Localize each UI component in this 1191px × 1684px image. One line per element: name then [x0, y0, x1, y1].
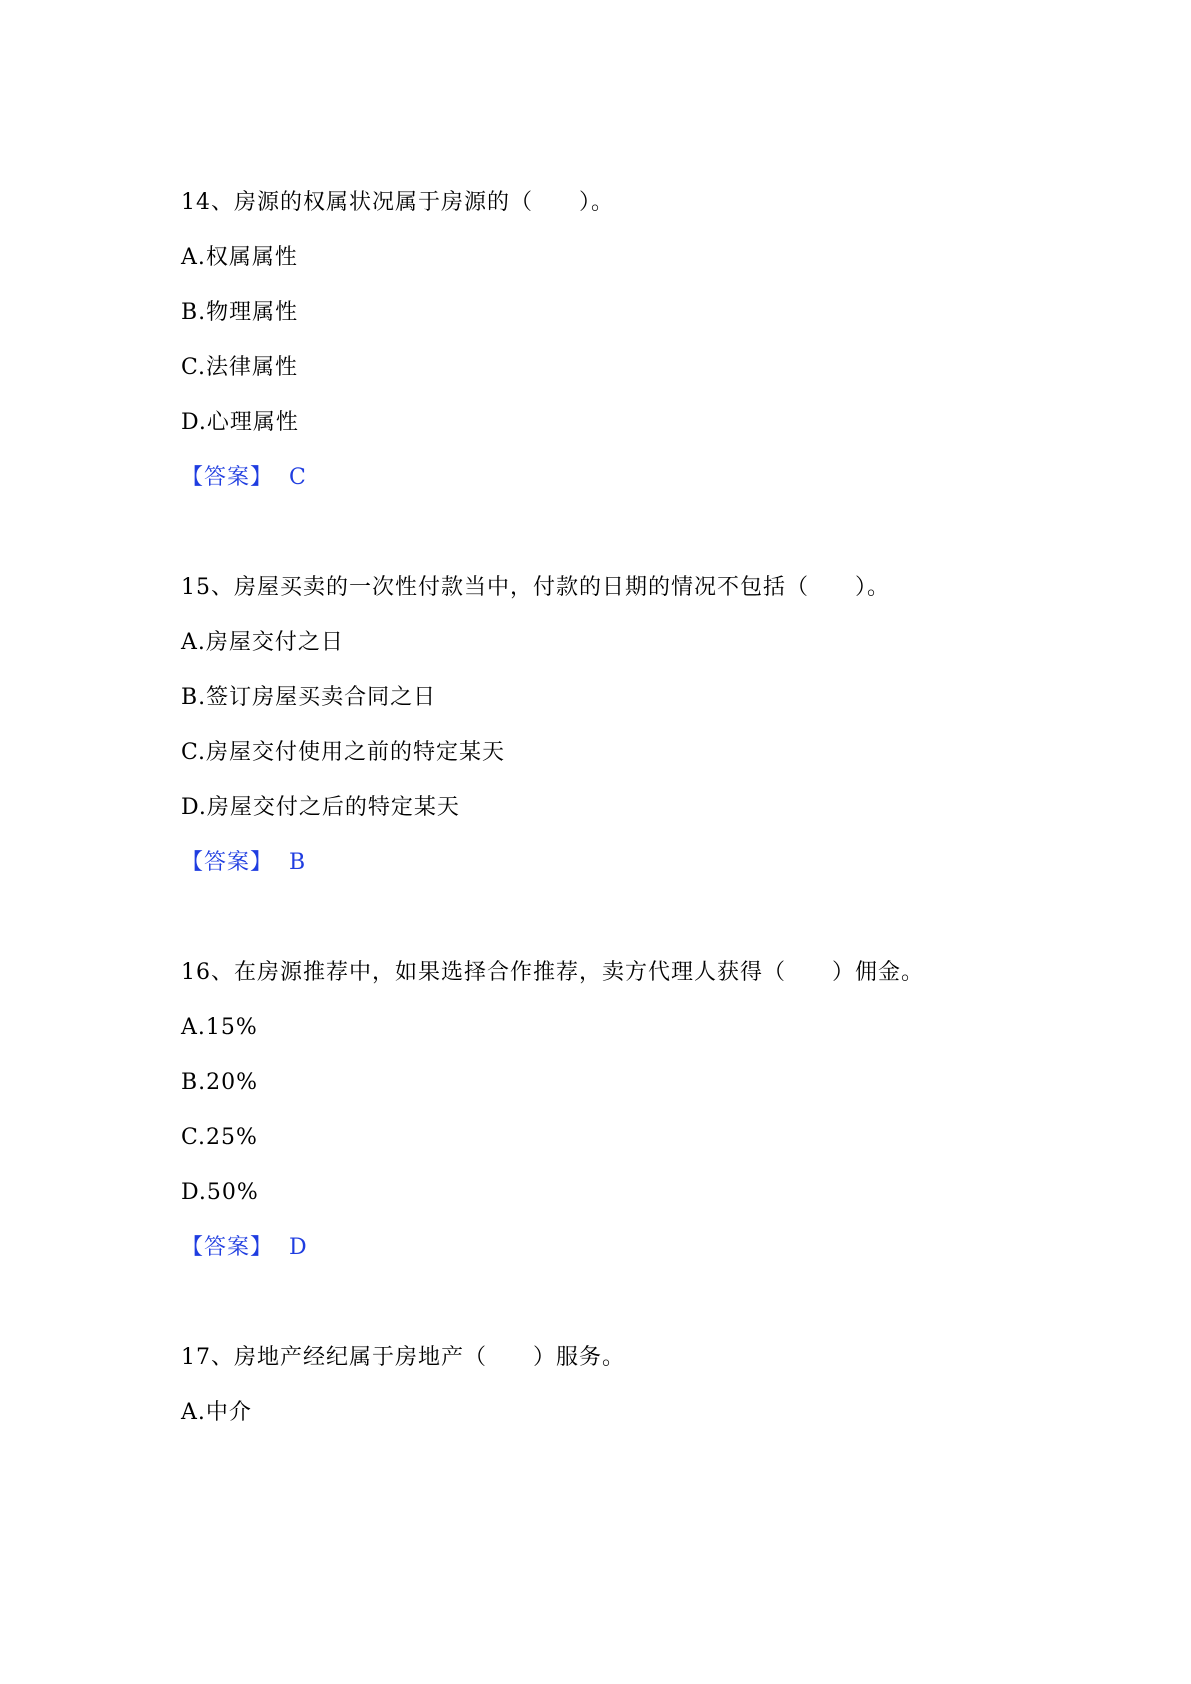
- question-14-option-b: B.物理属性: [181, 300, 299, 325]
- question-15-option-c: C.房屋交付使用之前的特定某天: [181, 740, 506, 765]
- question-17-option-a: A.中介: [181, 1400, 252, 1425]
- question-16-option-c: C.25%: [181, 1125, 258, 1150]
- question-15-stem: 15、房屋买卖的一次性付款当中，付款的日期的情况不包括（ ）。: [181, 575, 890, 600]
- answer-label: 【答案】: [181, 1235, 274, 1260]
- question-14-stem: 14、房源的权属状况属于房源的（ ）。: [181, 190, 614, 215]
- question-14-option-a: A.权属属性: [181, 245, 298, 270]
- question-16-option-a: A.15%: [181, 1015, 258, 1040]
- answer-value: D: [289, 1235, 308, 1260]
- answer-label: 【答案】: [181, 465, 274, 490]
- question-15-answer: [181, 849, 306, 877]
- question-16-stem: 16、在房源推荐中，如果选择合作推荐，卖方代理人获得（ ）佣金。: [181, 960, 924, 985]
- question-16-option-b: B.20%: [181, 1070, 259, 1095]
- question-15-option-b: B.签订房屋买卖合同之日: [181, 685, 437, 710]
- question-14-option-c: C.法律属性: [181, 355, 299, 380]
- answer-value: C: [289, 465, 307, 490]
- answer-value: B: [289, 850, 307, 875]
- question-17-stem: 17、房地产经纪属于房地产（ ）服务。: [181, 1345, 625, 1370]
- question-14-answer: [181, 464, 307, 492]
- question-15-option-d: D.房屋交付之后的特定某天: [181, 795, 460, 820]
- question-16-option-d: D.50%: [181, 1180, 259, 1205]
- question-15-option-a: A.房屋交付之日: [181, 630, 344, 655]
- question-16-answer: [181, 1234, 308, 1262]
- question-14-option-d: D.心理属性: [181, 410, 299, 435]
- answer-label: 【答案】: [181, 850, 274, 875]
